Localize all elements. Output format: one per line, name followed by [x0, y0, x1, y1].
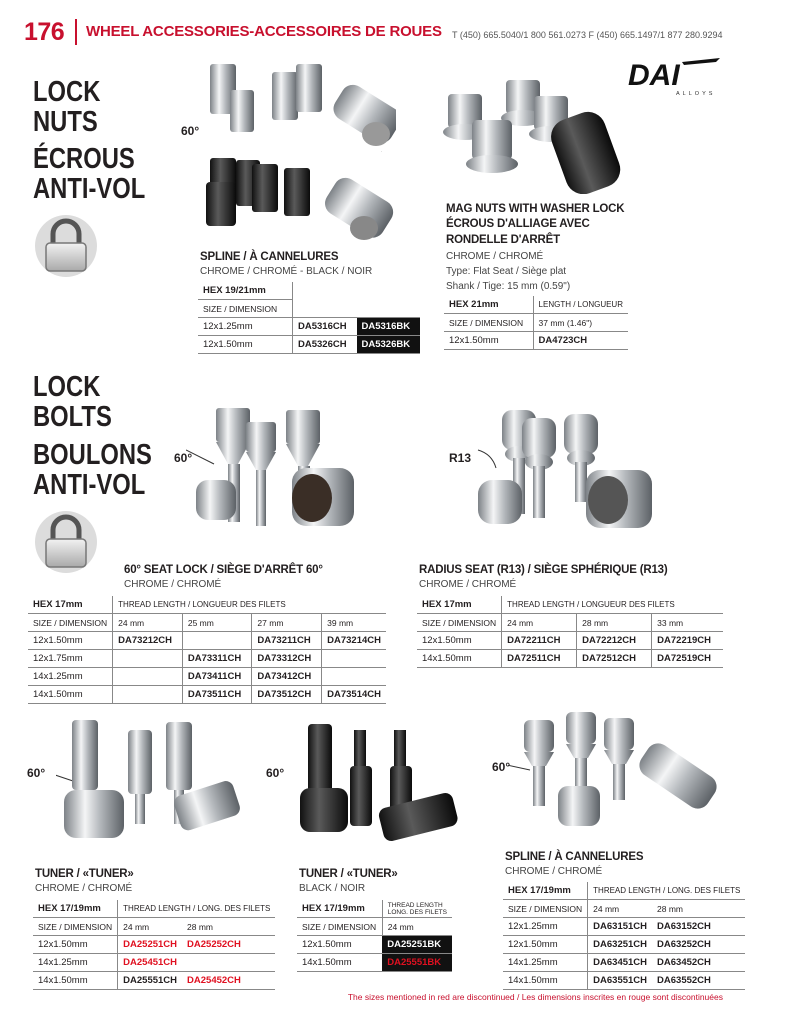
col-header: 24 mm — [502, 614, 577, 632]
mag-nuts-title-1: MAG NUTS WITH WASHER LOCK — [446, 203, 625, 215]
hex-label: HEX 19/21mm — [198, 282, 293, 300]
sku-cell: DA72511CH — [502, 650, 577, 668]
col-header: 24 mm — [588, 900, 652, 918]
sku-cell-discontinued: DA25252CH — [182, 936, 275, 954]
angle-label-60: 60° — [181, 124, 200, 138]
thread-length-label-2: LONG. DES FILETS — [387, 908, 447, 916]
size-value: 12x1.50mm — [198, 336, 293, 354]
lock-bolts-heading-4: ANTI-VOL — [33, 469, 146, 501]
lock-nuts-heading-1: LOCK — [33, 76, 101, 108]
hex-label: HEX 17/19mm — [297, 900, 382, 918]
size-value: 12x1.25mm — [198, 318, 293, 336]
spline-nuts-black-image — [196, 152, 396, 252]
radius-table — [417, 596, 723, 668]
seat-60-bolts-image — [186, 404, 376, 554]
sku-cell — [322, 650, 386, 668]
page-title: WHEEL ACCESSORIES-ACCESSOIRES DE ROUES — [86, 23, 442, 40]
length-value: 37 mm (1.46") — [533, 314, 628, 332]
length-label: LENGTH / LONGUEUR — [533, 296, 628, 314]
size-value: 14x1.50mm — [417, 650, 502, 668]
radius-finish: CHROME / CHROMÉ — [419, 579, 517, 590]
tuner-chrome-table — [33, 900, 275, 990]
sku-cell: DA72512CH — [577, 650, 652, 668]
sku-cell: DA73411CH — [182, 668, 252, 686]
mag-nuts-title-2: ÉCROUS D'ALLIAGE AVEC — [446, 218, 590, 230]
size-value: 14x1.50mm — [28, 686, 113, 704]
size-label: SIZE / DIMENSION — [297, 918, 382, 936]
page-number: 176 — [24, 18, 65, 46]
sku-cell: DA73212CH — [113, 632, 183, 650]
size-value: 14x1.25mm — [503, 954, 588, 972]
size-value: 12x1.50mm — [297, 936, 382, 954]
sku-cell: DA73412CH — [252, 668, 322, 686]
size-value: 12x1.50mm — [417, 632, 502, 650]
seat-60-title: 60° SEAT LOCK / SIÈGE D'ARRÊT 60° — [124, 564, 323, 576]
col-header: 25 mm — [182, 614, 252, 632]
thread-length-label: THREAD LENGTH / LONGUEUR DES FILETS — [502, 596, 723, 614]
angle-label-r13: R13 — [449, 451, 472, 465]
sku-cell: DA73312CH — [252, 650, 322, 668]
sku-cell: DA73514CH — [322, 686, 386, 704]
sku-cell-discontinued: DA25551BK — [382, 954, 452, 972]
sku-cell: DA63151CH — [588, 918, 652, 936]
tuner-chrome-image — [56, 712, 246, 852]
angle-label-60: 60° — [266, 766, 285, 780]
dai-logo-tagline: ALLOYS — [676, 91, 716, 96]
size-label: SIZE / DIMENSION — [28, 614, 113, 632]
col-header: 24 mm — [118, 918, 182, 936]
thread-length-label — [382, 900, 452, 918]
padlock-icon — [30, 212, 102, 278]
sku-cell: DA72519CH — [652, 650, 723, 668]
sku-cell: DA72212CH — [577, 632, 652, 650]
mag-nuts-shank: Shank / Tige: 15 mm (0.59") — [446, 281, 571, 292]
col-header: 39 mm — [322, 614, 386, 632]
discontinued-note: The sizes mentioned in red are discontinued / Les dimensions inscrites en rouge sont discontinuées — [347, 992, 723, 1002]
col-header: 28 mm — [577, 614, 652, 632]
sku-cell: DA5326CH — [293, 336, 357, 354]
contact-info: T (450) 665.5040/1 800 561.0273 F (450) 665.1497/1 877 280.9294 — [452, 30, 723, 40]
size-value: 14x1.25mm — [28, 668, 113, 686]
hex-label: HEX 17mm — [417, 596, 502, 614]
sku-cell-black: DA5326BK — [357, 336, 420, 354]
spline-nuts-chrome-image — [196, 52, 396, 152]
mag-nuts-image — [438, 74, 638, 194]
sku-cell: DA63551CH — [588, 972, 652, 990]
spline-bolts-table — [503, 882, 745, 990]
sku-cell — [113, 668, 183, 686]
dai-logo-text: DAI — [628, 59, 680, 92]
sku-cell: DA4723CH — [533, 332, 628, 350]
spline-bolts-title: SPLINE / À CANNELURES — [505, 851, 644, 863]
sku-cell: DA5316CH — [293, 318, 357, 336]
sku-cell: DA72219CH — [652, 632, 723, 650]
sku-cell: DA63251CH — [588, 936, 652, 954]
size-value: 12x1.50mm — [444, 332, 533, 350]
thread-length-label: THREAD LENGTH / LONG. DES FILETS — [588, 882, 746, 900]
sku-cell-black: DA5316BK — [357, 318, 420, 336]
sku-cell: DA63451CH — [588, 954, 652, 972]
sku-cell — [322, 668, 386, 686]
size-value: 14x1.50mm — [503, 972, 588, 990]
lock-nuts-heading-4: ANTI-VOL — [33, 173, 146, 205]
mag-nuts-finish: CHROME / CHROMÉ — [446, 251, 544, 262]
lock-bolts-heading-3: BOULONS — [33, 439, 152, 471]
thread-length-label-1: THREAD LENGTH — [387, 901, 443, 909]
angle-label-60: 60° — [27, 766, 46, 780]
tuner-black-table — [297, 900, 452, 972]
size-value: 14x1.25mm — [33, 954, 118, 972]
radius-bolts-image — [458, 404, 668, 544]
padlock-icon — [30, 508, 102, 574]
hex-label: HEX 21mm — [444, 296, 533, 314]
tuner-black-finish: BLACK / NOIR — [299, 883, 366, 894]
lock-nuts-heading-3: ÉCROUS — [33, 143, 135, 175]
size-value: 12x1.50mm — [28, 632, 113, 650]
mag-nuts-table — [444, 296, 628, 350]
hex-label: HEX 17/19mm — [503, 882, 588, 900]
sku-cell: DA72211CH — [502, 632, 577, 650]
hex-label: HEX 17/19mm — [33, 900, 118, 918]
col-header: 24 mm — [382, 918, 452, 936]
thread-length-label: THREAD LENGTH / LONG. DES FILETS — [118, 900, 276, 918]
header-divider — [75, 19, 77, 45]
sku-cell — [113, 650, 183, 668]
hex-label: HEX 17mm — [28, 596, 113, 614]
size-label: SIZE / DIMENSION — [444, 314, 533, 332]
col-header: 28 mm — [182, 918, 275, 936]
sku-cell-discontinued: DA25251CH — [118, 936, 182, 954]
size-label: SIZE / DIMENSION — [417, 614, 502, 632]
spline-nuts-table — [198, 282, 420, 354]
size-value: 12x1.50mm — [503, 936, 588, 954]
tuner-black-image — [292, 716, 472, 856]
size-value: 12x1.50mm — [33, 936, 118, 954]
size-label: SIZE / DIMENSION — [198, 300, 293, 318]
seat-60-finish: CHROME / CHROMÉ — [124, 579, 222, 590]
col-header: 28 mm — [652, 900, 745, 918]
col-header: 27 mm — [252, 614, 322, 632]
tuner-chrome-finish: CHROME / CHROMÉ — [35, 883, 133, 894]
sku-cell — [182, 632, 252, 650]
size-label: SIZE / DIMENSION — [503, 900, 588, 918]
sku-cell: DA63552CH — [652, 972, 745, 990]
sku-cell: DA63452CH — [652, 954, 745, 972]
tuner-chrome-title: TUNER / «TUNER» — [35, 868, 134, 880]
lock-nuts-heading-2: NUTS — [33, 106, 98, 138]
sku-cell: DA25551CH — [118, 972, 182, 990]
sku-cell: DA63252CH — [652, 936, 745, 954]
sku-cell-discontinued: DA25452CH — [182, 972, 275, 990]
thread-length-label: THREAD LENGTH / LONGUEUR DES FILETS — [113, 596, 386, 614]
sku-cell — [182, 954, 275, 972]
spline-bolts-image — [508, 708, 718, 848]
sku-cell: DA73311CH — [182, 650, 252, 668]
angle-label-60: 60° — [174, 451, 193, 465]
seat-60-table — [28, 596, 386, 704]
col-header: 33 mm — [652, 614, 723, 632]
tuner-black-title: TUNER / «TUNER» — [299, 868, 398, 880]
sku-cell — [113, 686, 183, 704]
sku-cell-black: DA25251BK — [382, 936, 452, 954]
lock-bolts-heading-1: LOCK — [33, 371, 101, 403]
sku-cell: DA73211CH — [252, 632, 322, 650]
angle-label-60: 60° — [492, 760, 511, 774]
dai-logo — [624, 56, 724, 96]
size-value: 12x1.75mm — [28, 650, 113, 668]
lock-bolts-heading-2: BOLTS — [33, 401, 112, 433]
spline-nuts-title: SPLINE / À CANNELURES — [200, 251, 339, 263]
col-header: 24 mm — [113, 614, 183, 632]
sku-cell: DA73511CH — [182, 686, 252, 704]
radius-title: RADIUS SEAT (R13) / SIÈGE SPHÉRIQUE (R13) — [419, 564, 668, 576]
sku-cell: DA73214CH — [322, 632, 386, 650]
size-value: 12x1.25mm — [503, 918, 588, 936]
spline-bolts-finish: CHROME / CHROMÉ — [505, 866, 603, 877]
mag-nuts-type: Type: Flat Seat / Siège plat — [446, 266, 567, 277]
sku-cell: DA73512CH — [252, 686, 322, 704]
spline-nuts-finish: CHROME / CHROMÉ - BLACK / NOIR — [200, 266, 373, 277]
size-value: 14x1.50mm — [33, 972, 118, 990]
mag-nuts-title-3: RONDELLE D'ARRÊT — [446, 234, 560, 246]
size-value: 14x1.50mm — [297, 954, 382, 972]
sku-cell: DA63152CH — [652, 918, 745, 936]
size-label: SIZE / DIMENSION — [33, 918, 118, 936]
sku-cell-discontinued: DA25451CH — [118, 954, 182, 972]
